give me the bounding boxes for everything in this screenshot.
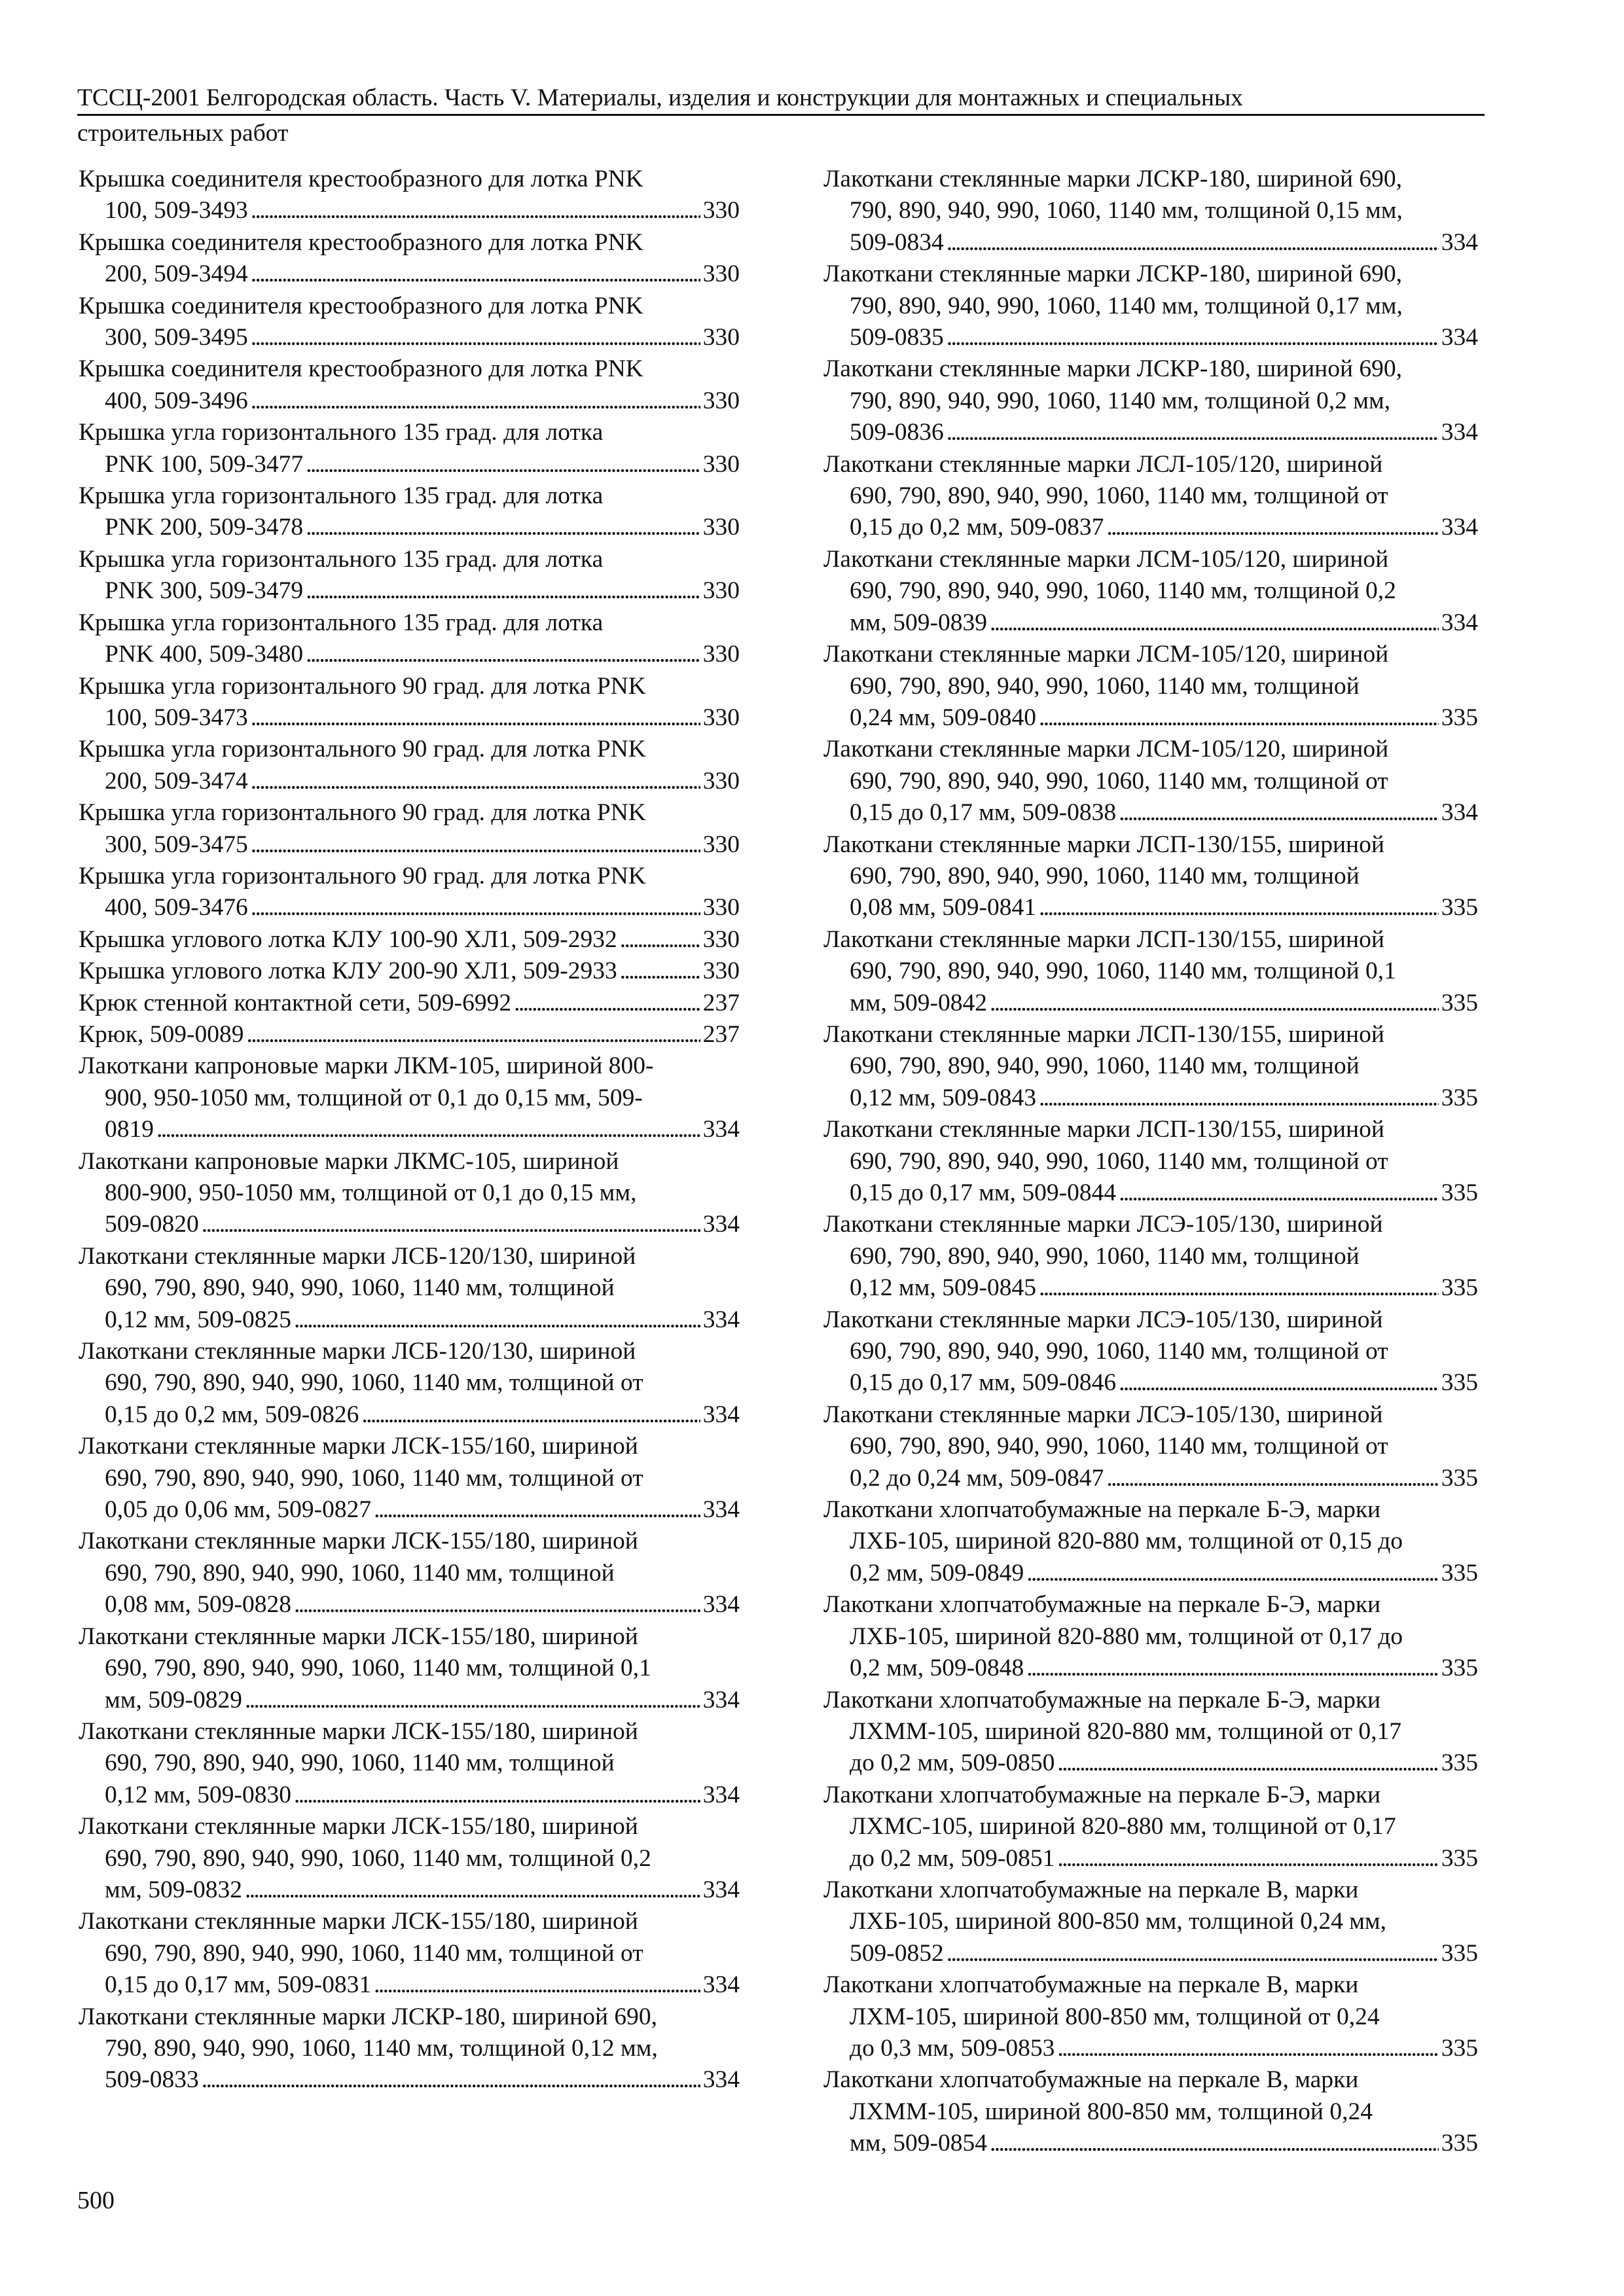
index-entry-text: Лакоткани хлопчатобумажные на перкале Б-Э, марки [823,1781,1381,1808]
index-column-right [823,164,1478,2160]
index-entry-text: Крышка углового лотка КЛУ 100-90 ХЛ1, 509-2932 [79,925,617,953]
leader-dots [1039,1083,1439,1114]
leader-dots [1119,1367,1439,1399]
index-entry-text: 300, 509-3495 [105,324,248,351]
index-entry-text: мм, 509-0829 [105,1686,242,1713]
index-entry-text: Лакоткани стеклянные марки ЛСЛ-105/120, шириной [823,450,1383,478]
index-entry-page: 237 [702,989,740,1016]
leader-dots [306,575,700,607]
index-entry [79,1019,740,1050]
index-entry [823,829,1478,924]
leader-dots [361,1399,700,1431]
index-entry-page: 335 [1441,1655,1478,1682]
index-entry [823,1589,1478,1684]
index-entry-text: 200, 509-3474 [105,767,248,795]
index-entry-text: 0819 [105,1116,154,1143]
leader-dots [294,1589,700,1621]
index-entry-text: Лакоткани стеклянные марки ЛСМ-105/120, шириной [823,736,1389,763]
index-entry-text: Крышка угла горизонтального 135 град. для лотка [79,419,604,446]
index-entry-text: Лакоткани хлопчатобумажные на перкале В, марки [823,2066,1359,2094]
index-entry-page: 330 [702,958,740,985]
index-entry [823,164,1478,259]
index-entry [823,449,1478,544]
index-entry-page: 334 [1441,609,1478,636]
index-entry-text: 690, 790, 890, 940, 990, 1060, 1140 мм, толщиной 0,1 [850,958,1396,985]
index-entry-text: 509-0834 [850,228,944,256]
index-entry-text: Лакоткани стеклянные марки ЛСЭ-105/130, шириной [823,1401,1383,1428]
index-entry-page: 335 [1441,1749,1478,1777]
index-entry-text: 900, 950-1050 мм, толщиной от 0,1 до 0,15 мм, 509- [105,1084,643,1111]
index-entry [79,164,740,227]
leader-dots [1119,797,1439,829]
index-entry-text: Крышка угла горизонтального 135 град. для лотка [79,545,604,573]
index-entry [79,1146,740,1241]
index-entry-text: 690, 790, 890, 940, 990, 1060, 1140 мм, толщиной от [105,1464,643,1492]
index-entry [79,1716,740,1811]
leader-dots [947,1938,1439,1969]
index-entry-text: Лакоткани капроновые марки ЛКМ-105, шириной 800- [79,1052,654,1080]
index-entry-text: PNK 100, 509-3477 [105,450,304,478]
leader-dots [1106,512,1438,543]
leader-dots [306,512,700,543]
index-entry-text: Лакоткани стеклянные марки ЛСП-130/155, шириной [823,831,1384,858]
index-entry-text: 0,15 до 0,17 мм, 509-0831 [105,1971,372,1999]
index-entry-text: 0,15 до 0,17 мм, 509-0844 [850,1179,1117,1206]
index-entry-text: 509-0836 [850,419,944,446]
index-entry-text: до 0,2 мм, 509-0851 [850,1844,1055,1872]
leader-dots [990,988,1439,1019]
index-entry-page: 335 [1441,989,1478,1016]
index-entry-text: 0,08 мм, 509-0841 [850,894,1036,922]
leader-dots [990,607,1439,639]
index-entry-page: 330 [702,514,740,541]
index-entry-text: 690, 790, 890, 940, 990, 1060, 1140 мм, толщиной от [850,1433,1388,1460]
index-entry-text: Лакоткани стеклянные марки ЛСК-155/180, шириной [79,1623,638,1650]
index-entry-text: мм, 509-0839 [850,609,987,636]
index-entry-text: 690, 790, 890, 940, 990, 1060, 1140 мм, толщиной [850,1242,1360,1270]
index-entry-page: 334 [1441,514,1478,541]
index-entry-text: 690, 790, 890, 940, 990, 1060, 1140 мм, толщиной 0,1 [105,1655,651,1682]
index-entry-page: 335 [1441,1179,1478,1206]
page-number: 500 [77,2187,115,2214]
index-entry-page: 334 [702,1876,740,1903]
leader-dots [294,1304,700,1336]
index-entry-text: 690, 790, 890, 940, 990, 1060, 1140 мм, толщиной [105,1274,615,1302]
index-entry-page: 330 [702,831,740,858]
leader-dots [1106,1463,1438,1494]
leader-dots [251,386,700,417]
index-entry [823,1399,1478,1494]
index-entry-page: 335 [1441,1844,1478,1872]
leader-dots [374,1969,700,2001]
index-entry-text: Лакоткани стеклянные марки ЛСП-130/155, шириной [823,1020,1384,1048]
index-entry-page: 330 [702,450,740,478]
index-entry-text: ЛХБ-105, шириной 800-850 мм, толщиной 0,24 мм, [850,1908,1387,1935]
index-entry-text: Крышка угла горизонтального 90 град. для лотка PNK [79,736,646,763]
index-entry-text: 690, 790, 890, 940, 990, 1060, 1140 мм, толщиной от [105,1939,643,1967]
leader-dots [947,227,1439,259]
header-subtitle: строительных работ [77,120,289,147]
index-entry-text: 790, 890, 940, 990, 1060, 1140 мм, толщиной 0,17 мм, [850,292,1403,319]
index-entry-text: Лакоткани стеклянные марки ЛСК-155/160, шириной [79,1433,638,1460]
index-entry-page: 330 [702,894,740,922]
running-header [77,84,1485,116]
index-entry [823,259,1478,353]
index-entry [79,1050,740,1145]
index-entry [823,1780,1478,1874]
index-entry [823,1969,1478,2064]
leader-dots [306,639,700,670]
index-entry [79,417,740,480]
index-entry-page: 330 [702,197,740,224]
index-entry [823,924,1478,1019]
index-entry [79,956,740,987]
index-entry-page: 330 [702,925,740,953]
leader-dots [1119,1177,1439,1209]
index-entry-text: Лакоткани хлопчатобумажные на перкале В, марки [823,1971,1359,1999]
index-entry-page: 237 [702,1020,740,1048]
index-entry [79,1431,740,1526]
index-entry [823,1019,1478,1114]
index-entry-page: 335 [1441,1084,1478,1111]
index-entry-text: ЛХММ-105, шириной 800-850 мм, толщиной 0,24 [850,2098,1373,2125]
index-entry-text: 0,2 до 0,24 мм, 509-0847 [850,1464,1104,1492]
index-entry-text: 690, 790, 890, 940, 990, 1060, 1140 мм, толщиной [850,1052,1360,1080]
index-entry-text: Лакоткани стеклянные марки ЛСМ-105/120, шириной [823,641,1389,668]
index-entry-text: мм, 509-0854 [850,2130,987,2157]
leader-dots [1039,1272,1439,1304]
index-entry [79,734,740,797]
index-entry-text: Лакоткани стеклянные марки ЛСКР-180, шириной 690, [823,355,1403,383]
index-entry [79,544,740,607]
index-entry-page: 335 [1441,704,1478,731]
leader-dots [1026,1558,1439,1589]
index-entry-page: 335 [1441,2130,1478,2157]
index-entry [79,227,740,291]
index-entry-page: 330 [702,324,740,351]
index-entry-page: 334 [1441,324,1478,351]
index-entry-text: 790, 890, 940, 990, 1060, 1140 мм, толщиной 0,12 мм, [105,2034,658,2062]
index-entry-text: ЛХМ-105, шириной 800-850 мм, толщиной от 0,24 [850,2003,1380,2030]
index-entry [823,1494,1478,1589]
leader-dots [990,2128,1439,2159]
index-entry-text: 200, 509-3494 [105,260,248,288]
index-entry-text: Крышка угла горизонтального 135 град. для лотка [79,482,604,510]
index-entry-text: Крышка углового лотка КЛУ 200-90 ХЛ1, 509-2933 [79,958,617,985]
index-entry-text: Лакоткани стеклянные марки ЛСБ-120/130, шириной [79,1242,636,1270]
index-entry-text: Лакоткани стеклянные марки ЛСК-155/180, шириной [79,1528,638,1555]
index-entry-text: 800-900, 950-1050 мм, толщиной от 0,1 до 0,15 мм, [105,1179,637,1206]
index-entry-text: Лакоткани стеклянные марки ЛСК-155/180, шириной [79,1813,638,1840]
leader-dots [1057,2033,1438,2064]
index-entry-text: 0,15 до 0,17 мм, 509-0846 [850,1369,1117,1397]
index-entry [79,861,740,924]
index-entry-page: 334 [702,1401,740,1428]
leader-dots [251,322,700,353]
leader-dots [620,924,700,956]
index-entry [823,1874,1478,1969]
index-entry [79,1906,740,2001]
leader-dots [202,2064,700,2096]
index-entry-text: PNK 300, 509-3479 [105,577,304,605]
index-entry-text: 690, 790, 890, 940, 990, 1060, 1140 мм, толщиной от [850,767,1388,795]
index-entry-text: 0,08 мм, 509-0828 [105,1591,291,1619]
header-title: ТССЦ-2001 Белгородская область. Часть V. Материалы, изделия и конструкции для монтажных и специальных [77,84,1243,111]
index-entry-text: до 0,2 мм, 509-0850 [850,1749,1055,1777]
index-entry-text: Лакоткани стеклянные марки ЛСБ-120/130, шириной [79,1338,636,1365]
index-entry-text: Крышка угла горизонтального 90 град. для лотка PNK [79,799,646,827]
leader-dots [246,1019,700,1050]
index-entry-text: 690, 790, 890, 940, 990, 1060, 1140 мм, толщиной от [850,1147,1388,1175]
index-entry-text: мм, 509-0832 [105,1876,242,1903]
index-entry-text: ЛХБ-105, шириной 820-880 мм, толщиной от 0,17 до [850,1623,1403,1650]
index-entry-page: 330 [702,387,740,414]
leader-dots [1039,702,1439,734]
index-entry [79,671,740,734]
index-entry-page: 334 [702,1591,740,1619]
index-entry-text: Крюк стенной контактной сети, 509-6992 [79,989,512,1016]
index-entry [823,544,1478,639]
leader-dots [251,892,700,924]
index-entry-text: Лакоткани хлопчатобумажные на перкале Б-Э, марки [823,1591,1381,1619]
index-entry-page: 334 [1441,799,1478,827]
index-entry-text: ЛХБ-105, шириной 820-880 мм, толщиной от 0,15 до [850,1528,1403,1555]
index-entry [79,924,740,956]
index-entry-page: 335 [1441,2034,1478,2062]
index-entry-text: Лакоткани стеклянные марки ЛСКР-180, шириной 690, [823,260,1403,288]
index-entry [79,1241,740,1336]
leader-dots [251,702,700,734]
index-entry [79,1336,740,1431]
index-entry-page: 334 [702,2066,740,2094]
index-entry-page: 330 [702,704,740,731]
index-entry [823,2064,1478,2159]
index-entry [823,353,1478,448]
index-entry-text: Лакоткани стеклянные марки ЛСКР-180, шириной 690, [79,2003,658,2030]
index-entry-page: 330 [702,767,740,795]
index-entry-text: ЛХМС-105, шириной 820-880 мм, толщиной от 0,17 [850,1813,1396,1840]
leader-dots [294,1780,700,1811]
index-entry [79,1526,740,1621]
index-entry-text: Крышка соединителя крестообразного для лотка PNK [79,228,643,256]
index-entry-text: Лакоткани стеклянные марки ЛСП-130/155, шириной [823,925,1384,953]
index-entry-text: 509-0852 [850,1939,944,1967]
index-entry-text: 0,15 до 0,2 мм, 509-0837 [850,514,1104,541]
leader-dots [514,988,700,1019]
index-entry-text: мм, 509-0842 [850,989,987,1016]
index-entry-text: Крышка угла горизонтального 90 град. для лотка PNK [79,862,646,889]
index-entry-text: Лакоткани стеклянные марки ЛСЭ-105/130, шириной [823,1211,1383,1238]
index-entry-page: 334 [702,1781,740,1808]
index-entry-text: 509-0833 [105,2066,199,2094]
index-entry-text: 690, 790, 890, 940, 990, 1060, 1140 мм, толщиной 0,2 [105,1844,651,1872]
index-entry-text: 690, 790, 890, 940, 990, 1060, 1140 мм, толщиной от [850,482,1388,510]
index-entry [79,2001,740,2096]
index-entry-text: 0,24 мм, 509-0840 [850,704,1036,731]
index-entry-text: 690, 790, 890, 940, 990, 1060, 1140 мм, толщиной [850,672,1360,700]
index-entry [79,480,740,544]
index-entry-text: Лакоткани стеклянные марки ЛСМ-105/120, шириной [823,545,1389,573]
index-entry-page: 330 [702,641,740,668]
index-entry-text: 0,12 мм, 509-0825 [105,1306,291,1333]
index-entry-text: 690, 790, 890, 940, 990, 1060, 1140 мм, толщиной [105,1749,615,1777]
index-entry [823,734,1478,829]
index-entry-text: PNK 200, 509-3478 [105,514,304,541]
index-entry-text: 690, 790, 890, 940, 990, 1060, 1140 мм, толщиной от [105,1369,643,1397]
index-entry-text: Лакоткани стеклянные марки ЛСП-130/155, шириной [823,1116,1384,1143]
index-entry-text: 0,15 до 0,17 мм, 509-0838 [850,799,1117,827]
index-entry-text: 0,05 до 0,06 мм, 509-0827 [105,1496,372,1524]
index-entry [79,797,740,861]
index-entry-page: 334 [1441,228,1478,256]
leader-dots [1026,1653,1439,1684]
index-entry-text: 400, 509-3496 [105,387,248,414]
index-entry [823,1304,1478,1399]
leader-dots [251,829,700,861]
index-entry-text: Лакоткани капроновые марки ЛКМС-105, шириной [79,1147,619,1175]
index-entry-text: Лакоткани хлопчатобумажные на перкале Б-Э, марки [823,1686,1381,1713]
leader-dots [245,1685,700,1716]
index-entry-text: ЛХММ-105, шириной 820-880 мм, толщиной от 0,17 [850,1717,1401,1745]
index-entry-text: 790, 890, 940, 990, 1060, 1140 мм, толщиной 0,2 мм, [850,387,1391,414]
leader-dots [251,195,700,226]
index-entry-page: 334 [702,1211,740,1238]
index-entry-text: 790, 890, 940, 990, 1060, 1140 мм, толщиной 0,15 мм, [850,197,1403,224]
index-entry-text: 0,2 мм, 509-0849 [850,1559,1024,1587]
index-entry-text: 100, 509-3473 [105,704,248,731]
index-entry-text: 0,12 мм, 509-0843 [850,1084,1036,1111]
leader-dots [1057,1748,1438,1779]
index-entry [79,607,740,671]
index-column-left [79,164,740,2096]
index-entry-text: Лакоткани стеклянные марки ЛСК-155/180, шириной [79,1908,638,1935]
index-entry-page: 335 [1441,1464,1478,1492]
index-entry [823,1114,1478,1209]
index-entry-text: 100, 509-3493 [105,197,248,224]
index-entry-text: 0,12 мм, 509-0845 [850,1274,1036,1302]
index-entry-text: до 0,3 мм, 509-0853 [850,2034,1055,2062]
index-entry-text: 509-0820 [105,1211,199,1238]
index-entry-text: 0,15 до 0,2 мм, 509-0826 [105,1401,359,1428]
leader-dots [947,322,1439,353]
index-entry-text: PNK 400, 509-3480 [105,641,304,668]
index-entry-text: 690, 790, 890, 940, 990, 1060, 1140 мм, толщиной [105,1559,615,1587]
leader-dots [306,449,700,480]
index-entry-text: 0,12 мм, 509-0830 [105,1781,291,1808]
index-entry-text: 690, 790, 890, 940, 990, 1060, 1140 мм, толщиной [850,862,1360,889]
index-entry [79,291,740,354]
index-entry-page: 335 [1441,1369,1478,1397]
index-entry [823,1209,1478,1304]
index-entry-text: 400, 509-3476 [105,894,248,922]
leader-dots [251,766,700,797]
index-entry-page: 335 [1441,1939,1478,1967]
index-entry-text: Лакоткани стеклянные марки ЛСКР-180, шириной 690, [823,166,1403,192]
index-entry-page: 335 [1441,894,1478,922]
index-entry [79,1811,740,1906]
leader-dots [202,1209,700,1240]
index-entry-text: Лакоткани стеклянные марки ЛСЭ-105/130, шириной [823,1306,1383,1333]
index-entry-page: 335 [1441,1559,1478,1587]
index-entry-page: 330 [702,577,740,605]
index-entry-text: 690, 790, 890, 940, 990, 1060, 1140 мм, толщиной 0,2 [850,577,1396,605]
leader-dots [374,1494,700,1526]
index-entry-text: Лакоткани стеклянные марки ЛСК-155/180, шириной [79,1717,638,1745]
index-entry-text: 0,2 мм, 509-0848 [850,1655,1024,1682]
index-entry-text: 690, 790, 890, 940, 990, 1060, 1140 мм, толщиной от [850,1338,1388,1365]
leader-dots [620,956,700,987]
index-entry-text: Крышка соединителя крестообразного для лотка PNK [79,166,643,192]
index-entry-text: Крышка угла горизонтального 135 град. для лотка [79,609,604,636]
index-entry-page: 334 [702,1971,740,1999]
index-entry-page: 334 [702,1686,740,1713]
index-entry-page: 335 [1441,1274,1478,1302]
index-entry-text: Лакоткани хлопчатобумажные на перкале Б-Э, марки [823,1496,1381,1524]
index-entry-text: Лакоткани хлопчатобумажные на перкале В, марки [823,1876,1359,1903]
index-entry-text: 509-0835 [850,324,944,351]
index-entry [823,1685,1478,1780]
index-entry-page: 334 [702,1496,740,1524]
index-entry-page: 334 [702,1306,740,1333]
index-entry-text: Крышка угла горизонтального 90 град. для лотка PNK [79,672,646,700]
index-entry-page: 330 [702,260,740,288]
index-entry [79,353,740,417]
index-entry [79,988,740,1019]
index-entry-text: 300, 509-3475 [105,831,248,858]
leader-dots [1039,892,1439,924]
leader-dots [251,259,700,290]
index-entry-page: 334 [1441,419,1478,446]
leader-dots [245,1874,700,1906]
index-entry-text: Крышка соединителя крестообразного для лотка PNK [79,292,643,319]
index-entry-text: Крюк, 509-0089 [79,1020,244,1048]
index-entry [823,639,1478,734]
leader-dots [947,417,1439,448]
index-entry-text: Крышка соединителя крестообразного для лотка PNK [79,355,643,383]
leader-dots [1057,1843,1438,1874]
index-entry [79,1621,740,1716]
index-entry-page: 334 [702,1116,740,1143]
leader-dots [156,1114,700,1145]
